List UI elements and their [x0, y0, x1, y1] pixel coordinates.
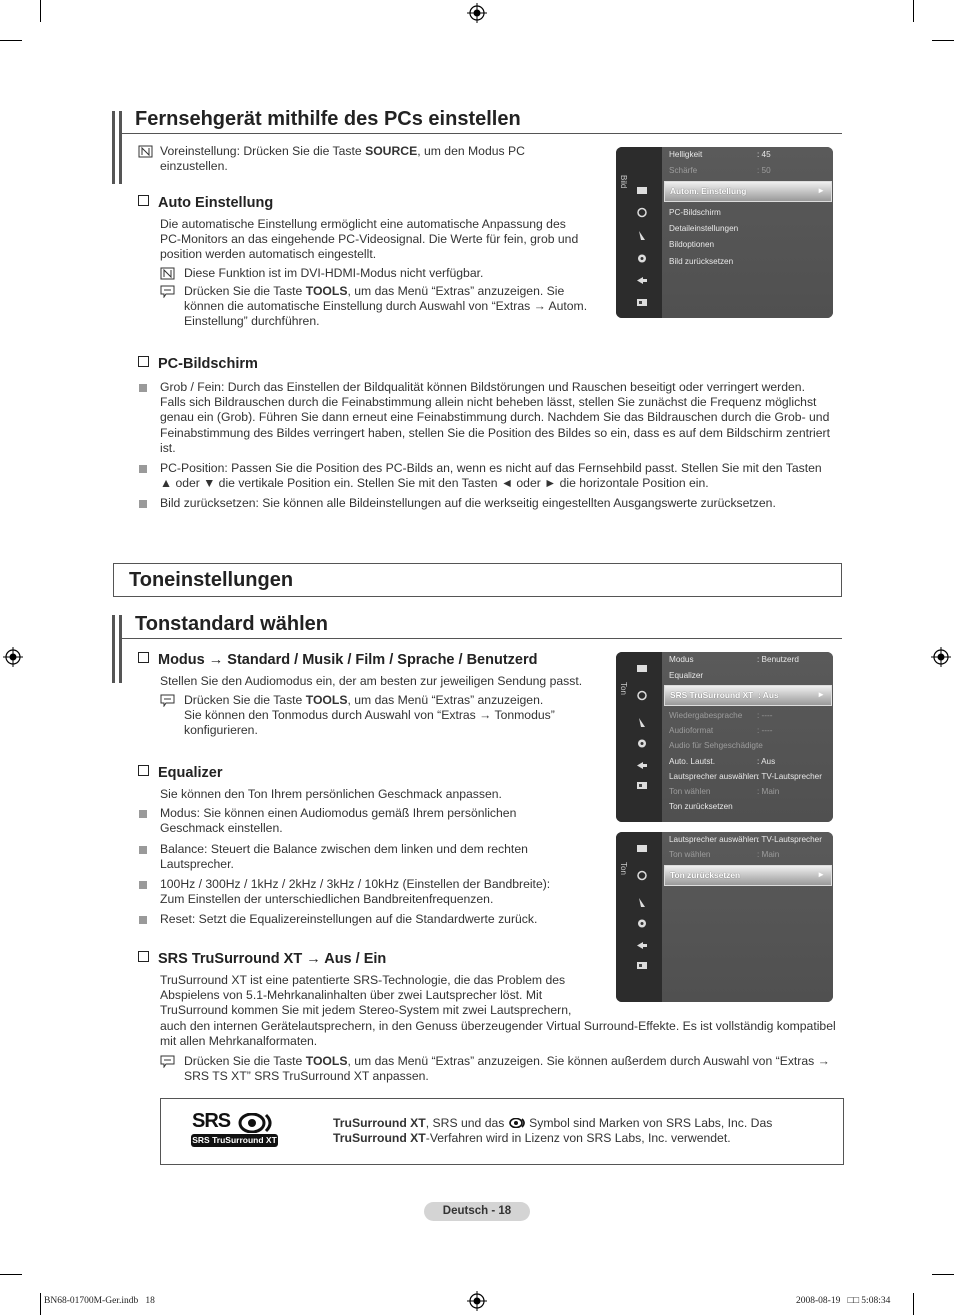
auto-heading: Auto Einstellung [138, 195, 273, 211]
gear-icon [636, 738, 648, 749]
registration-mark-icon [931, 647, 951, 667]
registration-mark-icon [467, 1291, 487, 1311]
checkbox-icon [138, 356, 149, 367]
menu-item-schaerfe[interactable]: Schärfe [669, 166, 698, 175]
print-date-info: 2008-08-19 □□ 5:08:34 [796, 1296, 891, 1306]
note-icon [138, 145, 153, 158]
section-title: Toneinstellungen [129, 569, 294, 591]
menu-side-label: Ton [619, 682, 628, 695]
menu-item-audio-sehgeschaedigte[interactable]: Audio für Sehgeschädigte [669, 741, 763, 750]
equalizer-modus: Modus: Sie können einen Audiomodus gemäß Ihrem persönlichen Geschmack einstellen. [160, 806, 517, 836]
trademark-text: TruSurround XT, SRS und das Symbol sind Marken von SRS Labs, Inc. Das TruSurround XT-Verfahren wird in Lizenz von SRS Labs, Inc. verwendet. [333, 1116, 773, 1146]
menu-item-equalizer[interactable]: Equalizer [669, 671, 704, 680]
picture-icon [636, 843, 648, 854]
crop-mark [40, 1293, 41, 1315]
preset-note: Voreinstellung: Drücken Sie die Taste SOURCE, um den Modus PC einzustellen. [160, 144, 525, 174]
input-icon [636, 940, 648, 951]
menu-value-wiedergabesprache: : ---- [757, 711, 773, 720]
checkbox-icon [138, 765, 149, 776]
gear-icon [636, 918, 648, 929]
bullet-icon [139, 846, 147, 854]
page-number-pill: Deutsch - 18 [424, 1202, 530, 1221]
menu-item-lautsprecher[interactable]: Lautsprecher auswählen [669, 835, 759, 844]
menu-item-ton-waehlen[interactable]: Ton wählen [669, 787, 711, 796]
title-bar-accent [112, 615, 115, 683]
title-rule [122, 638, 842, 639]
crop-mark [932, 40, 954, 41]
equalizer-bands: 100Hz / 300Hz / 1kHz / 2kHz / 3kHz / 10kHz (Einstellen der Bandbreite): Zum Einstellen der unterschiedlichen Bandbreitenfrequenzen. [160, 877, 551, 907]
tools-icon [160, 285, 175, 298]
equalizer-heading: Equalizer [138, 765, 222, 781]
pc-reset: Bild zurücksetzen: Sie können alle Bildeinstellungen auf die werkseitig eingestellten Ausgangswerte zurücksetzen. [160, 496, 776, 510]
bullet-icon [139, 916, 147, 924]
srs-tools-note: Drücken Sie die Taste TOOLS, um das Menü “Extras” anzuzeigen. Sie können außerdem durch Auswahl von “Extras → SRS TS XT” SRS TruSurround XT anpassen. [184, 1054, 830, 1084]
equalizer-reset: Reset: Setzt die Equalizereinstellungen auf die Standardwerte zurück. [160, 912, 538, 926]
crop-mark [0, 40, 22, 41]
modus-tools-note: Drücken Sie die Taste TOOLS, um das Menü “Extras” anzuzeigen. Sie können den Tonmodus durch Auswahl von “Extras → Tonmodus” konfigurieren. [184, 693, 555, 738]
menu-sidebar [616, 652, 662, 822]
title-bar-accent [112, 111, 115, 184]
crop-mark [40, 0, 41, 22]
bullet-icon [139, 810, 147, 818]
auto-tools-note: Drücken Sie die Taste TOOLS, um das Menü “Extras” anzuzeigen. Sie können die automatische Einstellung durch Auswahl von “Extras → Autom. Einstellung” durchführen. [184, 284, 588, 329]
menu-value-modus: : Benutzerd [757, 655, 799, 664]
srs-symbol-icon [508, 1118, 526, 1128]
srs-circle-icon [237, 1113, 277, 1133]
tv-menu-ton [616, 652, 833, 822]
bullet-icon [139, 881, 147, 889]
menu-item-bild-zuruecksetzen[interactable]: Bild zurücksetzen [669, 257, 734, 266]
crop-mark [0, 1274, 22, 1275]
note-icon [160, 267, 175, 280]
title-bar-accent [119, 615, 122, 683]
crop-mark [913, 1293, 914, 1315]
page-title: Fernsehgerät mithilfe des PCs einstellen [135, 108, 521, 130]
channel-icon [636, 230, 648, 241]
title-rule [122, 133, 842, 134]
srs-text: TruSurround XT ist eine patentierte SRS-Technologie, die das Problem des Abspielens von 5.1-Mehrkanalinhalten über zwei Lautsprecher löst. Mit TruSurround kommen Sie mit jedem Stereo-System mit zwei Lautsprechern, auch den internen Gerätelautsprechern, in den Genuss überzeugender Virtual Surround-Effekte. Es ist vollständig kompatibel mit allen Mehrkanalformaten. [160, 973, 836, 1048]
tools-icon [160, 1055, 175, 1068]
sound-icon [636, 207, 648, 218]
menu-item-srs-trusurround[interactable]: SRS TruSurround XT : Aus ► [664, 685, 832, 706]
crop-mark [913, 0, 914, 22]
menu-value-lautsprecher: : TV-Lautsprecher [757, 772, 822, 781]
sound-icon [636, 690, 648, 701]
srs-logo-top: SRS [192, 1110, 231, 1132]
print-file-info: BN68-01700M-Ger.indb 18 [44, 1296, 155, 1306]
picture-icon [636, 663, 648, 674]
menu-side-label: Bild [619, 175, 628, 189]
menu-value-ton-waehlen: : Main [757, 850, 780, 859]
arrow-right-icon: ► [817, 186, 825, 195]
channel-icon [636, 717, 648, 728]
tv-menu-ton-reset [616, 832, 833, 1002]
menu-side-label: Ton [619, 862, 628, 875]
bullet-icon [139, 384, 147, 392]
arrow-right-icon: ► [817, 690, 825, 699]
menu-item-bildoptionen[interactable]: Bildoptionen [669, 240, 715, 249]
input-icon [636, 760, 648, 771]
application-icon [636, 960, 648, 971]
menu-value-auto-lautst: : Aus [757, 757, 776, 766]
menu-item-modus[interactable]: Modus [669, 655, 694, 664]
menu-sidebar [616, 832, 662, 1002]
menu-value-ton-waehlen: : Main [757, 787, 780, 796]
bullet-icon [139, 500, 147, 508]
menu-item-audioformat[interactable]: Audioformat [669, 726, 714, 735]
registration-mark-icon [3, 647, 23, 667]
equalizer-text: Sie können den Ton Ihrem persönlichen Geschmack anpassen. [160, 787, 502, 801]
checkbox-icon [138, 951, 149, 962]
menu-item-helligkeit[interactable]: Helligkeit [669, 150, 703, 159]
picture-icon [636, 185, 648, 196]
menu-item-auto-lautst[interactable]: Auto. Lautst. [669, 757, 715, 766]
auto-note: Diese Funktion ist im DVI-HDMI-Modus nicht verfügbar. [184, 266, 484, 280]
sound-icon [636, 870, 648, 881]
page-title: Tonstandard wählen [135, 613, 328, 635]
channel-icon [636, 897, 648, 908]
menu-item-ton-zuruecksetzen[interactable]: Ton zurücksetzen ► [664, 865, 832, 886]
input-icon [636, 275, 648, 286]
title-bar-accent [119, 111, 122, 184]
registration-mark-icon [467, 3, 487, 23]
arrow-right-icon: ► [817, 870, 825, 879]
menu-item-pc-bildschirm[interactable]: PC-Bildschirm [669, 208, 721, 217]
menu-value-lautsprecher: : TV-Lautsprecher [757, 835, 822, 844]
pc-position: PC-Position: Passen Sie die Position des PC-Bilds an, wenn es nicht auf das Fernsehbild passt. Stellen Sie mit den Tasten ▲ oder ▼ die vertikale Position ein. Stellen Sie mit den Tasten ◄ oder ► die horizontale Position ein. [160, 461, 822, 491]
srs-logo [190, 1112, 280, 1148]
pc-grob-fein: Grob / Fein: Durch das Einstellen der Bildqualität können Bildstörungen und Rauschen beseitigt oder verringert werden. Falls sich Bildrauschen durch die Feinabstimmung allein nicht beheben lässt, stellen Sie zunächst die Frequenz möglichst genau ein (Grob). Führen Sie dann erneut eine Feinabstimmung durch. Nachdem Sie das Bildrauschen durch die Grob- und Feinabstimmung des Bildes verringert haben, stellen Sie die Position des Bildes so ein, dass es auf dem Bildschirm zentriert ist. [160, 380, 830, 455]
crop-mark [932, 1274, 954, 1275]
modus-heading: Modus → Standard / Musik / Film / Sprache / Benutzerd [138, 652, 537, 668]
checkbox-icon [138, 652, 149, 663]
menu-item-detaileinstellungen[interactable]: Detaileinstellungen [669, 224, 739, 233]
menu-value-schaerfe: : 50 [757, 166, 771, 175]
menu-value-helligkeit: : 45 [757, 150, 771, 159]
pc-heading: PC-Bildschirm [138, 356, 258, 372]
menu-item-ton-zuruecksetzen[interactable]: Ton zurücksetzen [669, 802, 733, 811]
gear-icon [636, 253, 648, 264]
bullet-icon [139, 465, 147, 473]
application-icon [636, 297, 648, 308]
menu-item-autom-einstellung[interactable]: Autom. Einstellung ► [664, 181, 832, 202]
srs-heading: SRS TruSurround XT → Aus / Ein [138, 951, 386, 967]
checkbox-icon [138, 195, 149, 206]
equalizer-balance: Balance: Steuert die Balance zwischen dem linken und dem rechten Lautsprecher. [160, 842, 528, 872]
modus-text: Stellen Sie den Audiomodus ein, der am besten zur jeweiligen Sendung passt. [160, 674, 583, 688]
tv-menu-bild [616, 147, 833, 318]
application-icon [636, 780, 648, 791]
auto-text: Die automatische Einstellung ermöglicht eine automatische Anpassung des PC-Monitors an das eingehende PC-Videosignal. Die Werte für fein, grob und position werden automatisch eingestellt. [160, 217, 579, 262]
menu-item-ton-waehlen[interactable]: Ton wählen [669, 850, 711, 859]
menu-value-audioformat: : ---- [757, 726, 773, 735]
menu-item-lautsprecher[interactable]: Lautsprecher auswählen [669, 772, 759, 781]
tools-icon [160, 694, 175, 707]
srs-logo-bottom: SRS TruSurround XT [192, 1135, 277, 1145]
menu-item-wiedergabesprache[interactable]: Wiedergabesprache [669, 711, 743, 720]
